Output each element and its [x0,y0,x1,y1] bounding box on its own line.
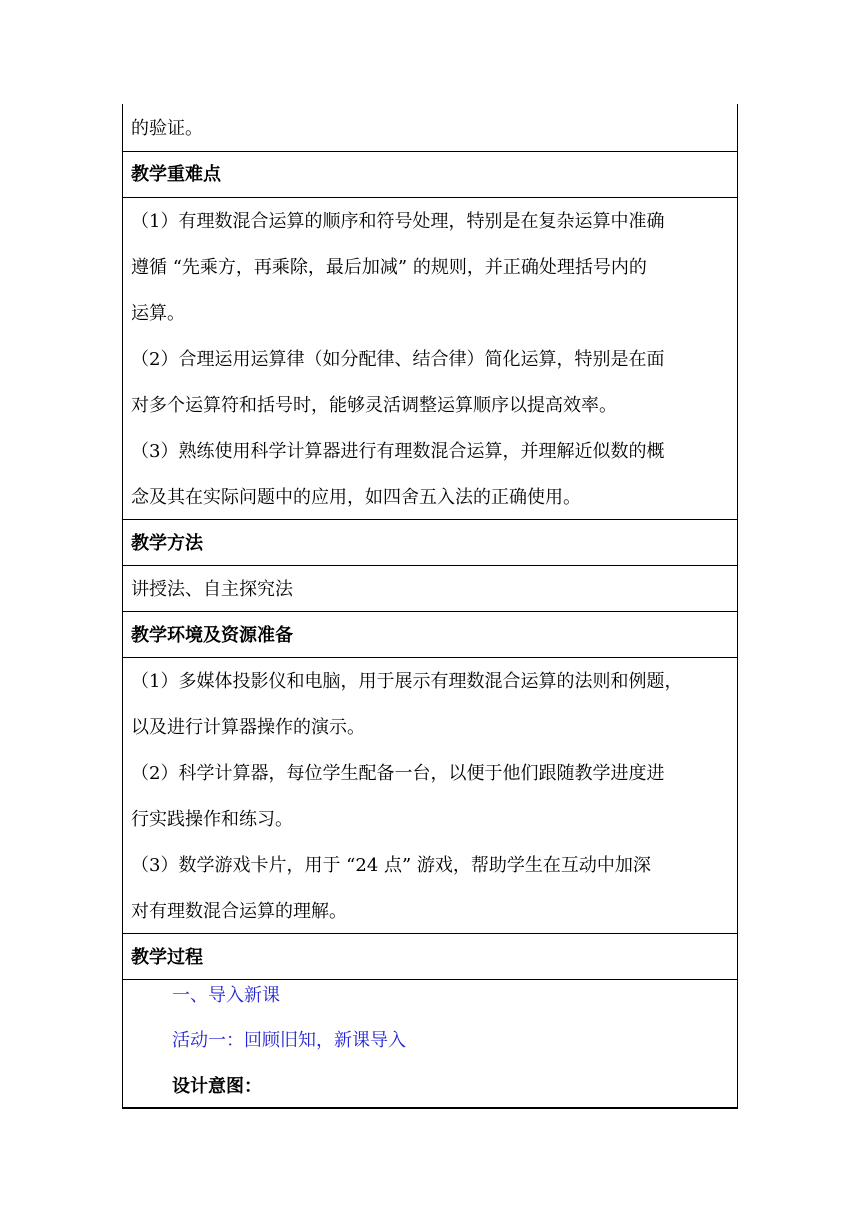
row-divider [122,151,738,152]
section-heading-process: 教学过程 [131,947,203,968]
key-points-line: 念及其在实际问题中的应用，如四舍五入法的正确使用。 [131,487,581,508]
row-divider [122,197,738,198]
section-heading-key-points: 教学重难点 [131,164,221,185]
resources-line: （3）数学游戏卡片，用于 “24 点” 游戏，帮助学生在互动中加深 [131,855,651,876]
table-right-border [737,104,738,1109]
section-heading-resources: 教学环境及资源准备 [131,625,293,646]
table-left-border [122,104,123,1109]
row-divider [122,565,738,566]
resources-line: 对有理数混合运算的理解。 [131,901,347,922]
resources-line: （1）多媒体投影仪和电脑，用于展示有理数混合运算的法则和例题， [131,671,683,692]
row-divider [122,979,738,980]
key-points-line: （1）有理数混合运算的顺序和符号处理，特别是在复杂运算中准确 [131,211,665,232]
section-heading-methods: 教学方法 [131,533,203,554]
process-activity-one: 活动一：回顾旧知，新课导入 [172,1030,406,1051]
key-points-line: 对多个运算符和括号时，能够灵活调整运算顺序以提高效率。 [131,395,617,416]
lesson-plan-table [122,104,738,1109]
key-points-line: （3）熟练使用科学计算器进行有理数混合运算，并理解近似数的概 [131,441,665,462]
row-divider [122,657,738,658]
key-points-line: （2）合理运用运算律（如分配律、结合律）简化运算，特别是在面 [131,349,665,370]
resources-line: （2）科学计算器，每位学生配备一台，以便于他们跟随教学进度进 [131,763,665,784]
row-divider [122,933,738,934]
process-subheading-intro: 一、导入新课 [172,985,280,1006]
row-divider [122,519,738,520]
process-design-intent: 设计意图： [172,1076,262,1097]
row-divider [122,611,738,612]
table-bottom-border [122,1107,738,1109]
resources-line: 行实践操作和练习。 [131,809,293,830]
key-points-line: 运算。 [131,303,185,324]
continuation-text: 的验证。 [131,118,203,139]
resources-line: 以及进行计算器操作的演示。 [131,717,365,738]
key-points-line: 遵循 “先乘方，再乘除，最后加减” 的规则，并正确处理括号内的 [131,257,647,278]
methods-line: 讲授法、自主探究法 [131,579,293,600]
